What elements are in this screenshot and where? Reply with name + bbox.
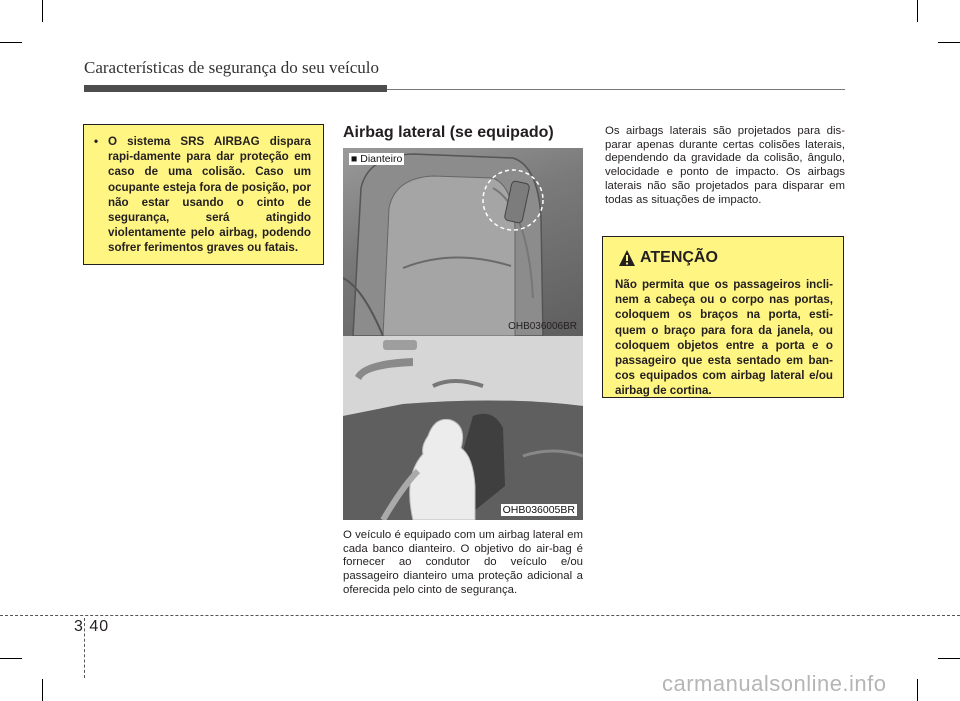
figure-tag xyxy=(349,153,404,165)
cabin-illustration xyxy=(343,336,583,520)
crop-mark xyxy=(917,679,918,701)
footer-rule xyxy=(0,615,960,616)
header-rule xyxy=(387,89,845,90)
figure-code: OHB036006BR xyxy=(508,321,577,332)
warning-title: ATENÇÃO xyxy=(640,249,718,266)
crop-mark xyxy=(0,658,22,659)
figure-code: OHB036005BR xyxy=(502,504,575,516)
side-airbag-cabin-figure xyxy=(343,336,583,520)
figure-tag-label: Dianteiro xyxy=(360,153,403,165)
seat-airbag-figure xyxy=(343,148,583,336)
crop-mark xyxy=(42,679,43,701)
warning-triangle-icon xyxy=(618,249,636,267)
page-number: 3 40 xyxy=(74,618,110,635)
page-header-title: Características de segurança do seu veículo xyxy=(84,58,380,77)
seat-illustration xyxy=(343,148,583,336)
header-bar xyxy=(84,85,387,92)
square-bullet-icon: ■ xyxy=(351,153,358,165)
side-airbag-deployment-text: Os airbags laterais são projetados para dis-parar apenas durante certas colisões laterais, dependendo da gravidade da colisão, ângulo, velocidade e ponto de impacto. Os airbags laterais não são projetados para disparar em todas as situações de impacto. xyxy=(605,125,845,206)
bullet: • xyxy=(94,135,99,148)
safety-note-box xyxy=(83,124,324,265)
watermark: carmanualsonline.info xyxy=(662,671,887,696)
side-airbag-description: O veículo é equipado com um airbag lateral em cada banco dianteiro. O objetivo do air-bag é fornecer ao condutor do veículo e/ou passageiro dianteiro uma proteção adicional a oferecida pelo cinto de segurança. xyxy=(343,529,583,596)
crop-mark xyxy=(42,0,43,22)
safety-note-text: O sistema SRS AIRBAG dispara rapi-damente para dar proteção em caso de uma colisão. Caso um ocupante esteja fora de posição, por não estar usando o cinto de segurança, será atingido violentamente pelo airbag, podendo sofrer ferimentos graves ou fatais. xyxy=(108,135,311,255)
warning-box xyxy=(602,236,844,398)
crop-mark xyxy=(0,42,22,43)
section-title: Airbag lateral (se equipado) xyxy=(343,124,554,141)
crop-mark xyxy=(938,42,960,43)
warning-text: Não permita que os passageiros incli-nem a cabeça ou o corpo nas portas, coloquem os braços na porta, esti-quem o braço para fora da janela, ou coloquem objetos entre a porta e o passageiro que esta sentado em ban-cos equipados com airbag lateral e/ou airbag de cortina. xyxy=(615,278,833,398)
crop-mark xyxy=(938,658,960,659)
crop-mark xyxy=(917,0,918,22)
